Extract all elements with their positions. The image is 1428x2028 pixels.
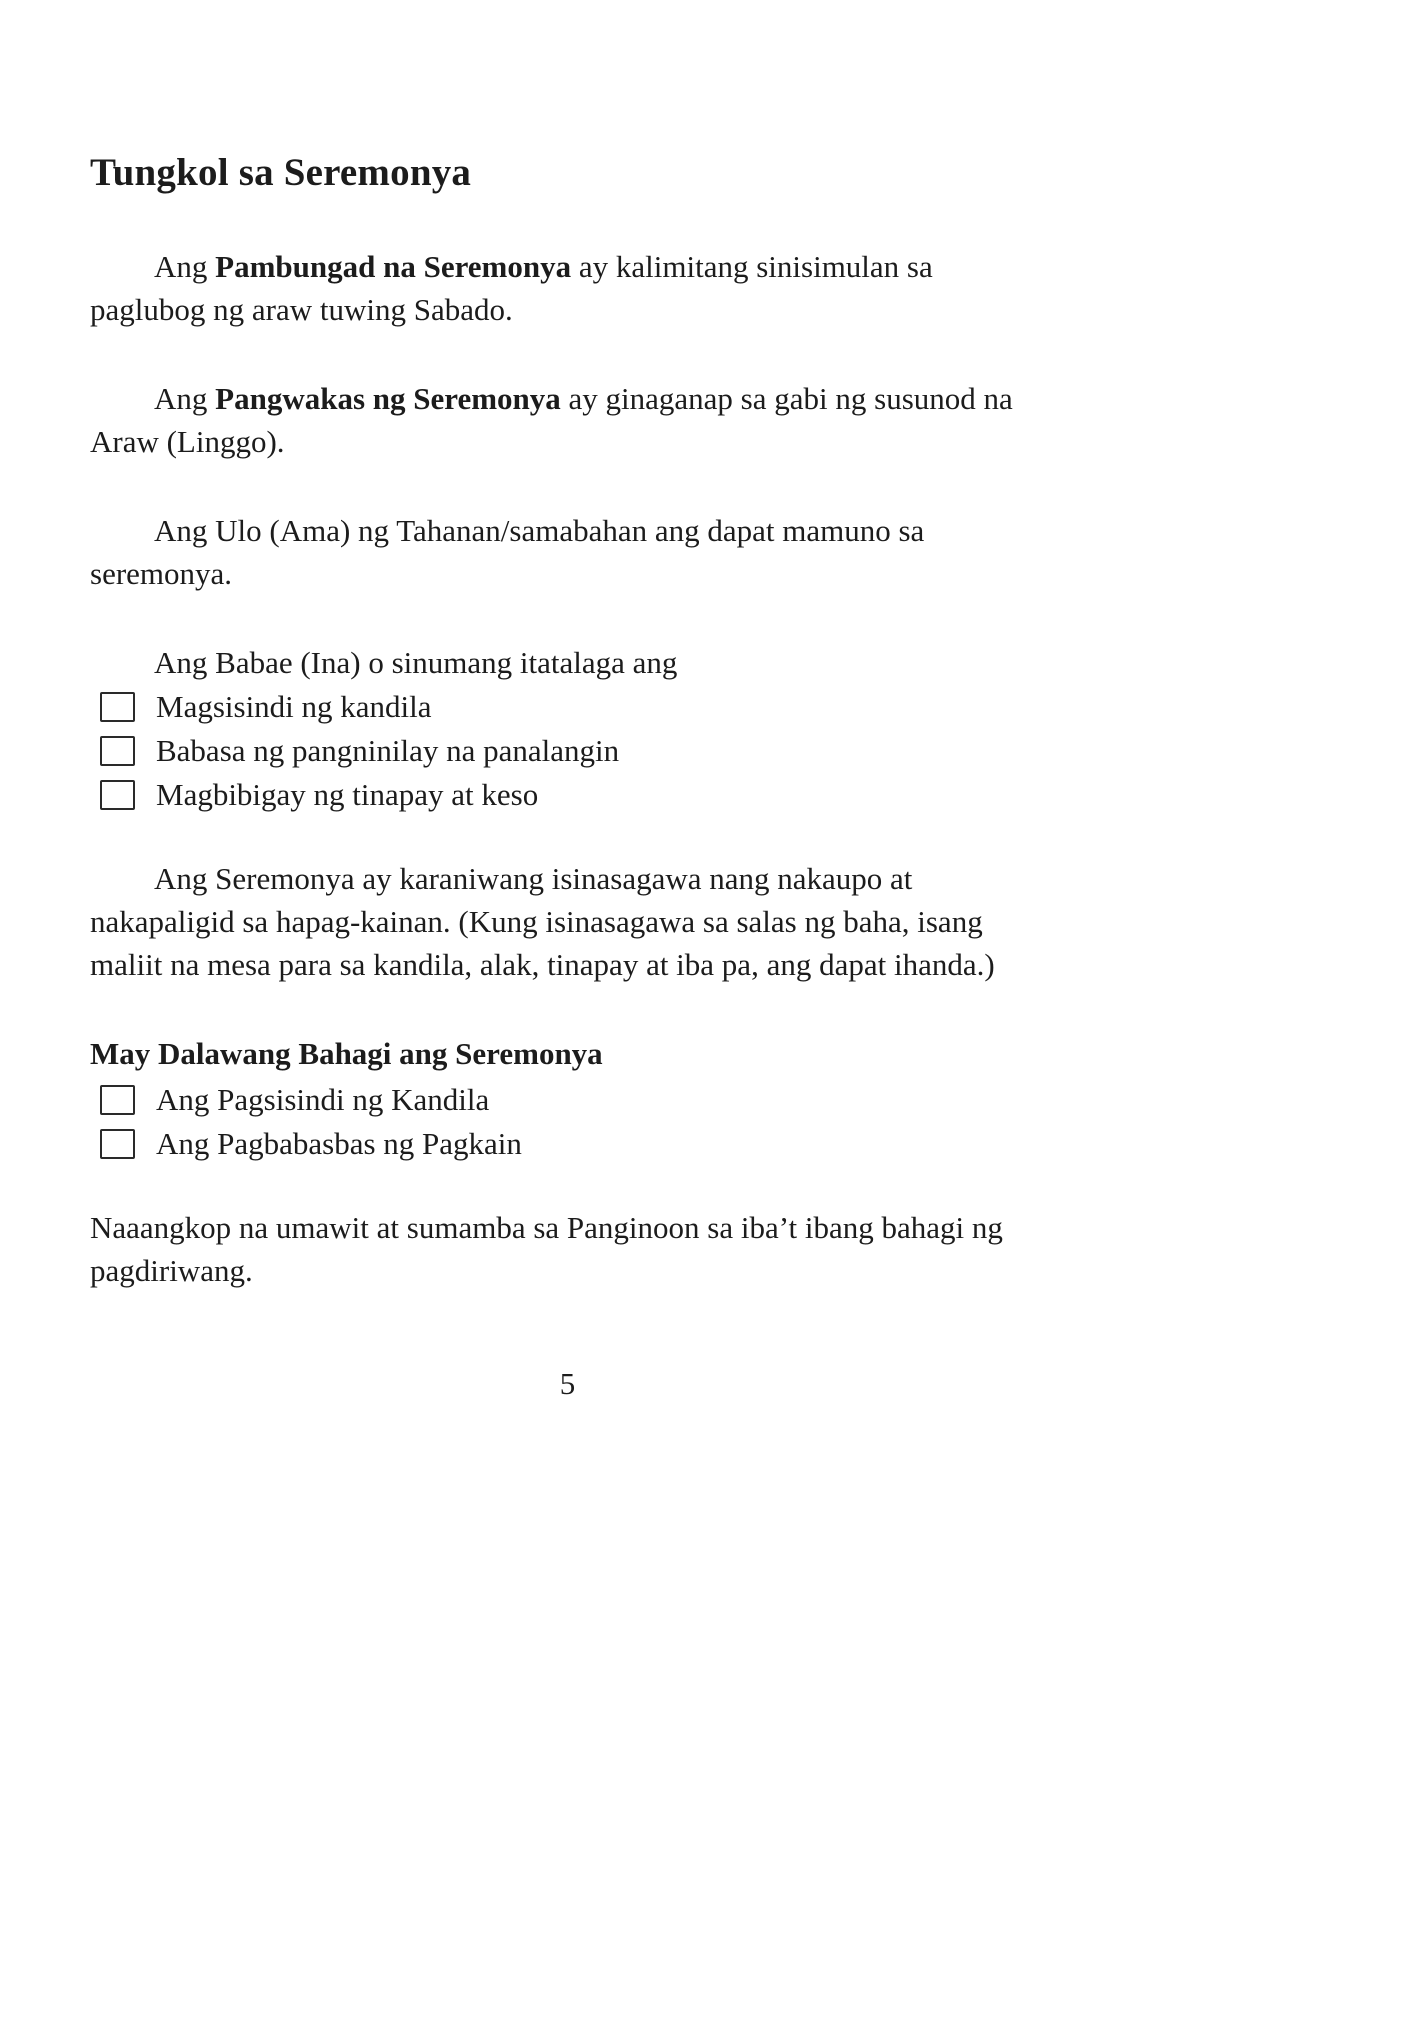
checkbox-icon [100, 1085, 135, 1115]
paragraph-woman-role-intro: Ang Babae (Ina) o sinumang itatalaga ang [154, 645, 678, 680]
paragraph-text: Ang [154, 381, 216, 416]
list-item-label: Magsisindi ng kandila [156, 689, 432, 724]
paragraph-singing-worship: Naaangkop na umawit at sumamba sa Panginoon sa iba’t ibang bahagi ng pagdiriwang. [90, 1210, 1003, 1288]
list-item-label: Magbibigay ng tinapay at keso [156, 777, 539, 812]
page-title: Tungkol sa Seremonya [90, 151, 472, 194]
paragraph-ceremony-setting: Ang Seremonya ay karaniwang isinasagawa nang nakaupo at nakapaligid sa hapag-kainan. (Kung isinasagawa sa salas ng baha, isang maliit na mesa para sa kandila, alak, tinapay at iba pa, ang dapat ihanda.) [90, 861, 995, 982]
list-item [90, 690, 1045, 723]
list-item [90, 734, 1045, 767]
list-item [90, 1083, 1045, 1116]
paragraph-head-of-household: Ang Ulo (Ama) ng Tahanan/samabahan ang dapat mamuno sa seremonya. [90, 513, 925, 591]
checkbox-icon [100, 736, 135, 766]
checkbox-icon [100, 1129, 135, 1159]
list-item-label: Babasa ng pangninilay na panalangin [156, 733, 620, 768]
list-item-label: Ang Pagsisindi ng Kandila [156, 1082, 490, 1117]
checklist-woman-roles [90, 690, 1045, 811]
list-item-label: Ang Pagbabasbas ng Pagkain [156, 1126, 522, 1161]
paragraph-text: ay ginaganap sa gabi ng susunod na Araw (Linggo). [90, 381, 1013, 459]
checkbox-icon [100, 780, 135, 810]
bold-term: Pangwakas ng Seremonya [215, 381, 561, 416]
list-item [90, 778, 1045, 811]
checklist-ceremony-parts [90, 1083, 1045, 1160]
bold-term: Pambungad na Seremonya [215, 249, 572, 284]
page-number: 5 [559, 1366, 576, 1401]
paragraph-closing-ceremony [90, 377, 1045, 463]
document-content [90, 150, 1045, 1292]
checkbox-icon [100, 692, 135, 722]
paragraph-opening-ceremony [90, 245, 1045, 331]
section-heading-two-parts: May Dalawang Bahagi ang Seremonya [90, 1036, 603, 1071]
list-item [90, 1127, 1045, 1160]
paragraph-text: ay kalimitang sinisimulan sa paglubog ng araw tuwing Sabado. [90, 249, 933, 327]
paragraph-text: Ang [154, 249, 216, 284]
